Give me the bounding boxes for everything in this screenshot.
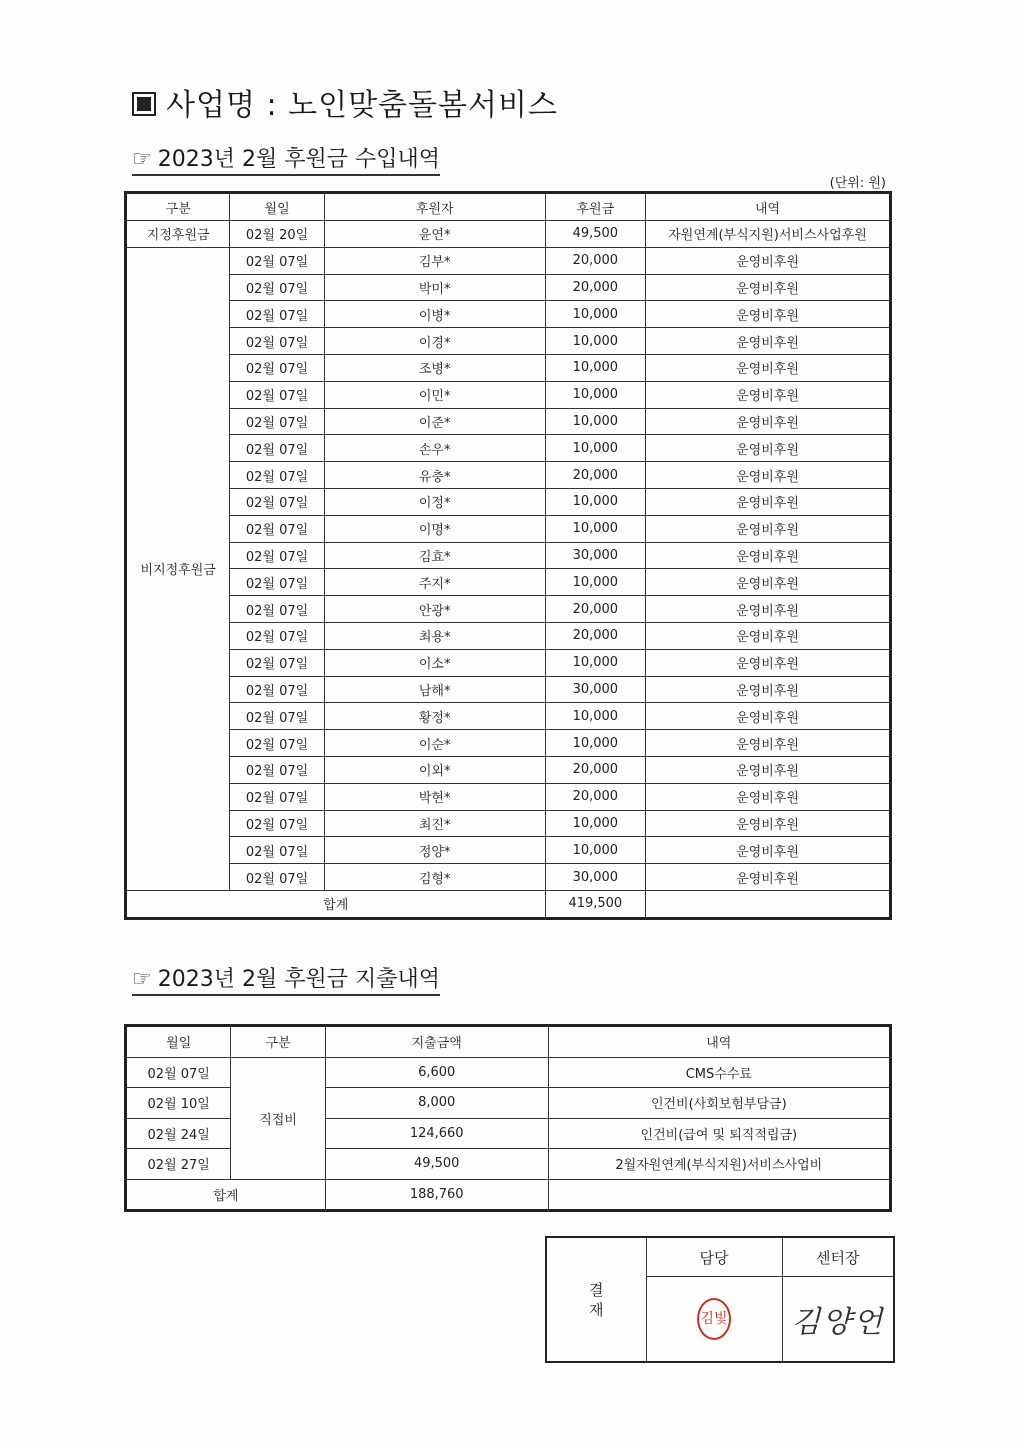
amount-cell: 10,000 xyxy=(545,703,645,730)
table-row xyxy=(126,328,891,355)
donor-cell: 윤연* xyxy=(324,221,545,248)
date-cell: 02월 27일 xyxy=(126,1149,231,1180)
income-header-category: 구분 xyxy=(126,193,230,221)
table-row xyxy=(126,488,891,515)
table-row xyxy=(126,676,891,703)
table-row xyxy=(126,381,891,408)
date-cell: 02월 20일 xyxy=(230,221,324,248)
donor-cell: 이명* xyxy=(324,515,545,542)
donor-cell: 이정* xyxy=(324,488,545,515)
detail-cell: 운영비후원 xyxy=(646,756,891,783)
date-cell: 02월 07일 xyxy=(126,1057,231,1088)
amount-cell: 20,000 xyxy=(545,596,645,623)
income-header-amount: 후원금 xyxy=(545,193,645,221)
income-table xyxy=(124,191,892,920)
donor-cell: 박현* xyxy=(324,783,545,810)
date-cell: 02월 07일 xyxy=(230,301,324,328)
table-row xyxy=(126,247,891,274)
date-cell: 02월 07일 xyxy=(230,676,324,703)
amount-cell: 8,000 xyxy=(325,1088,548,1119)
donor-cell: 유충* xyxy=(324,462,545,489)
amount-cell: 10,000 xyxy=(545,408,645,435)
income-header-date: 월일 xyxy=(230,193,324,221)
amount-cell: 49,500 xyxy=(545,221,645,248)
donor-cell: 조병* xyxy=(324,354,545,381)
table-row xyxy=(126,730,891,757)
donor-cell: 남해* xyxy=(324,676,545,703)
income-total-amount: 419,500 xyxy=(545,890,645,918)
table-row xyxy=(126,703,891,730)
income-total-detail xyxy=(646,890,891,918)
amount-cell: 10,000 xyxy=(545,354,645,381)
seal-stamp: 김빛 xyxy=(697,1298,731,1340)
date-cell: 02월 07일 xyxy=(230,408,324,435)
donor-cell: 김효* xyxy=(324,542,545,569)
detail-cell: 운영비후원 xyxy=(646,515,891,542)
date-cell: 02월 07일 xyxy=(230,381,324,408)
staff-stamp-cell xyxy=(646,1277,782,1363)
detail-cell: 2월자원연계(부식지원)서비스사업비 xyxy=(548,1149,890,1180)
amount-cell: 30,000 xyxy=(545,542,645,569)
amount-cell: 30,000 xyxy=(545,676,645,703)
amount-cell: 10,000 xyxy=(545,328,645,355)
detail-cell: 운영비후원 xyxy=(646,596,891,623)
donor-cell: 최진* xyxy=(324,810,545,837)
approval-role-director: 센터장 xyxy=(782,1237,894,1277)
donor-cell: 최용* xyxy=(324,622,545,649)
table-row xyxy=(126,756,891,783)
table-row xyxy=(126,435,891,462)
detail-cell: 자원연계(부식지원)서비스사업후원 xyxy=(646,221,891,248)
donor-cell: 손우* xyxy=(324,435,545,462)
donor-cell: 이경* xyxy=(324,328,545,355)
income-total-row xyxy=(126,890,891,918)
table-row xyxy=(126,274,891,301)
detail-cell: 인건비(사회보험부담금) xyxy=(548,1088,890,1119)
director-signature-cell xyxy=(782,1277,894,1363)
amount-cell: 124,660 xyxy=(325,1118,548,1149)
table-row xyxy=(126,837,891,864)
amount-cell: 10,000 xyxy=(545,301,645,328)
amount-cell: 10,000 xyxy=(545,730,645,757)
table-row xyxy=(126,462,891,489)
expense-category: 직접비 xyxy=(231,1057,325,1179)
amount-cell: 10,000 xyxy=(545,381,645,408)
nondesignated-category: 비지정후원금 xyxy=(126,247,230,890)
date-cell: 02월 07일 xyxy=(230,569,324,596)
expense-total-amount: 188,760 xyxy=(325,1179,548,1211)
date-cell: 02월 07일 xyxy=(230,354,324,381)
date-cell: 02월 07일 xyxy=(230,435,324,462)
pointing-hand-icon: ☞ xyxy=(132,967,152,992)
date-cell: 02월 07일 xyxy=(230,328,324,355)
date-cell: 02월 07일 xyxy=(230,622,324,649)
amount-cell: 6,600 xyxy=(325,1057,548,1088)
date-cell: 02월 07일 xyxy=(230,596,324,623)
donor-cell: 이민* xyxy=(324,381,545,408)
amount-cell: 10,000 xyxy=(545,649,645,676)
amount-cell: 20,000 xyxy=(545,247,645,274)
table-row xyxy=(126,221,891,248)
expense-header-date: 월일 xyxy=(126,1026,231,1058)
amount-cell: 10,000 xyxy=(545,515,645,542)
date-cell: 02월 07일 xyxy=(230,488,324,515)
table-row xyxy=(126,864,891,891)
donor-cell: 주지* xyxy=(324,569,545,596)
detail-cell: 운영비후원 xyxy=(646,274,891,301)
date-cell: 02월 24일 xyxy=(126,1118,231,1149)
table-row xyxy=(126,408,891,435)
expense-total-label: 합계 xyxy=(126,1179,326,1211)
income-section-title: ☞ 2023년 2월 후원금 수입내역 xyxy=(132,142,440,176)
square-bullet-icon xyxy=(132,92,156,116)
amount-cell: 10,000 xyxy=(545,810,645,837)
date-cell: 02월 10일 xyxy=(126,1088,231,1119)
income-header-row xyxy=(126,193,891,221)
handwritten-signature: 김양언 xyxy=(791,1305,885,1340)
table-row xyxy=(126,569,891,596)
pointing-hand-icon: ☞ xyxy=(132,147,152,172)
table-row xyxy=(126,810,891,837)
detail-cell: 운영비후원 xyxy=(646,328,891,355)
expense-table xyxy=(124,1024,892,1212)
donor-cell: 안광* xyxy=(324,596,545,623)
detail-cell: 운영비후원 xyxy=(646,354,891,381)
amount-cell: 20,000 xyxy=(545,622,645,649)
date-cell: 02월 07일 xyxy=(230,247,324,274)
donor-cell: 이병* xyxy=(324,301,545,328)
detail-cell: 운영비후원 xyxy=(646,381,891,408)
donor-cell: 김형* xyxy=(324,864,545,891)
expense-header-row xyxy=(126,1026,891,1058)
expense-header-category: 구분 xyxy=(231,1026,325,1058)
expense-section-title: ☞ 2023년 2월 후원금 지출내역 xyxy=(132,962,440,996)
detail-cell: 운영비후원 xyxy=(646,864,891,891)
approval-label xyxy=(546,1237,646,1362)
expense-header-amount: 지출금액 xyxy=(325,1026,548,1058)
detail-cell: 운영비후원 xyxy=(646,649,891,676)
table-row xyxy=(126,596,891,623)
detail-cell: 인건비(급여 및 퇴직적립금) xyxy=(548,1118,890,1149)
expense-total-detail xyxy=(548,1179,890,1211)
date-cell: 02월 07일 xyxy=(230,783,324,810)
detail-cell: 운영비후원 xyxy=(646,783,891,810)
amount-cell: 10,000 xyxy=(545,488,645,515)
detail-cell: 운영비후원 xyxy=(646,703,891,730)
table-row xyxy=(126,301,891,328)
expense-total-row xyxy=(126,1179,891,1211)
detail-cell: 운영비후원 xyxy=(646,408,891,435)
approval-role-staff: 담당 xyxy=(646,1237,782,1277)
table-row xyxy=(126,354,891,381)
unit-label: (단위: 원) xyxy=(829,176,886,191)
date-cell: 02월 07일 xyxy=(230,756,324,783)
donor-cell: 정양* xyxy=(324,837,545,864)
donor-cell: 박미* xyxy=(324,274,545,301)
detail-cell: 운영비후원 xyxy=(646,569,891,596)
detail-cell: 운영비후원 xyxy=(646,542,891,569)
donor-cell: 이외* xyxy=(324,756,545,783)
date-cell: 02월 07일 xyxy=(230,703,324,730)
amount-cell: 10,000 xyxy=(545,435,645,462)
date-cell: 02월 07일 xyxy=(230,837,324,864)
detail-cell: 운영비후원 xyxy=(646,622,891,649)
table-row xyxy=(126,542,891,569)
expense-header-detail: 내역 xyxy=(548,1026,890,1058)
document-title: 사업명 : 노인맞춤돌봄서비스 xyxy=(132,80,558,124)
date-cell: 02월 07일 xyxy=(230,810,324,837)
table-row xyxy=(126,649,891,676)
amount-cell: 20,000 xyxy=(545,756,645,783)
donor-cell: 김부* xyxy=(324,247,545,274)
approval-label-text: 결재 xyxy=(589,1280,604,1319)
table-row xyxy=(126,515,891,542)
table-row xyxy=(126,1057,891,1088)
detail-cell: 운영비후원 xyxy=(646,435,891,462)
date-cell: 02월 07일 xyxy=(230,542,324,569)
detail-cell: 운영비후원 xyxy=(646,676,891,703)
date-cell: 02월 07일 xyxy=(230,864,324,891)
detail-cell: 운영비후원 xyxy=(646,301,891,328)
income-header-detail: 내역 xyxy=(646,193,891,221)
amount-cell: 20,000 xyxy=(545,783,645,810)
amount-cell: 20,000 xyxy=(545,462,645,489)
designated-category: 지정후원금 xyxy=(126,221,230,248)
detail-cell: 운영비후원 xyxy=(646,730,891,757)
detail-cell: CMS수수료 xyxy=(548,1057,890,1088)
amount-cell: 49,500 xyxy=(325,1149,548,1180)
amount-cell: 20,000 xyxy=(545,274,645,301)
income-total-label: 합계 xyxy=(126,890,546,918)
amount-cell: 30,000 xyxy=(545,864,645,891)
date-cell: 02월 07일 xyxy=(230,649,324,676)
detail-cell: 운영비후원 xyxy=(646,247,891,274)
donor-cell: 이소* xyxy=(324,649,545,676)
amount-cell: 10,000 xyxy=(545,837,645,864)
detail-cell: 운영비후원 xyxy=(646,810,891,837)
table-row xyxy=(126,622,891,649)
detail-cell: 운영비후원 xyxy=(646,837,891,864)
approval-box xyxy=(545,1236,895,1363)
date-cell: 02월 07일 xyxy=(230,274,324,301)
detail-cell: 운영비후원 xyxy=(646,488,891,515)
donor-cell: 이준* xyxy=(324,408,545,435)
income-header-donor: 후원자 xyxy=(324,193,545,221)
donor-cell: 이순* xyxy=(324,730,545,757)
date-cell: 02월 07일 xyxy=(230,462,324,489)
date-cell: 02월 07일 xyxy=(230,730,324,757)
table-row xyxy=(126,783,891,810)
amount-cell: 10,000 xyxy=(545,569,645,596)
donor-cell: 황정* xyxy=(324,703,545,730)
detail-cell: 운영비후원 xyxy=(646,462,891,489)
date-cell: 02월 07일 xyxy=(230,515,324,542)
